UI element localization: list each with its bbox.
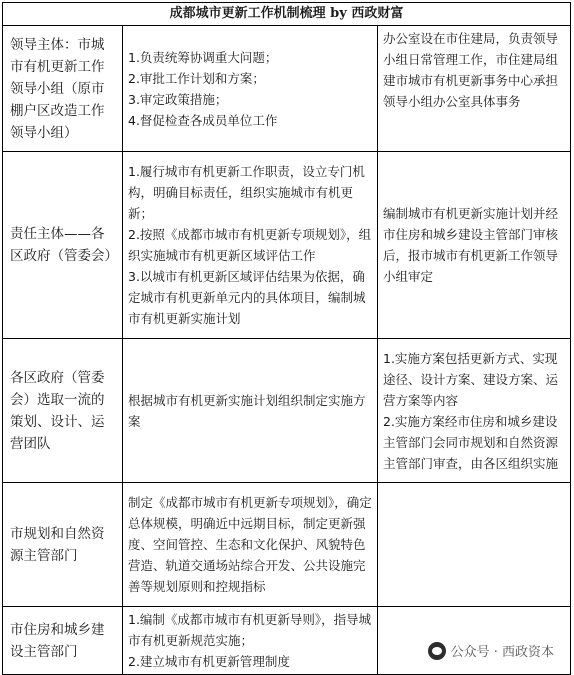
duty-cell [123,26,378,152]
note-item: 编制城市有机更新实施计划并经市住房和城乡建设主管部门审核后，报市城市有机更新工作领导小组审定 [383,206,559,284]
duty-cell [123,483,378,607]
duty-item: 2.审批工作计划和方案； [128,70,265,86]
note-cell [378,26,571,152]
table-title: 成都城市更新工作机制梳理 by 西政财富 [3,3,571,26]
duty-item: 制定《成都市城市有机更新专项规划》，确定总体规模，明确近中远期目标，制定更新强度、空间管控、生态和文化保护、风貌特色营造、轨道交通场站综合开发、公共设施完善等规划原则和控规指标 [128,495,372,594]
note-item: 办公室设在市住建局，负责领导小组日常管理工作，市住建局组建市城市有机更新事务中心承担领导小组办公室具体事务 [383,31,559,109]
note-item: 1.实施方案包括更新方式、实现途径、设计方案、建设方案、运营方案等内容 [383,350,559,408]
table-row [3,152,571,339]
table-row [3,26,571,152]
subject-cell: 市规划和自然资源主管部门 [3,483,123,607]
duty-item: 2.建立城市有机更新管理制度 [128,654,290,669]
subject-cell: 领导主体：市城市有机更新工作领导小组（原市棚户区改造工作领导小组） [3,26,123,152]
subject-cell: 市住房和城乡建设主管部门 [3,607,123,675]
subject-cell: 各区政府（管委会）选取一流的策划、设计、运营团队 [3,339,123,483]
duty-item: 1.负责统筹协调重大问题； [128,49,278,65]
note-cell [378,339,571,483]
duty-item: 3.以城市有机更新区域评估结果为依据，确定城市有机更新单元内的具体项目，编制城市有机更新实施计划 [128,269,366,326]
duty-cell [123,607,378,675]
duty-item: 1.编制《成都市城市有机更新导则》，指导城市有机更新规范实施； [128,612,372,648]
duty-item: 1.履行城市有机更新工作职责，设立专门机构，明确目标责任，组织实施城市有机更新； [128,164,365,221]
document-page [2,2,570,675]
table-row [3,483,571,607]
duty-item: 4.督促检查各成员单位工作 [128,112,278,128]
duty-item: 2.按照《成都市城市有机更新专项规划》，组织实施城市有机更新区域评估工作 [128,227,372,263]
duty-item: 根据城市有机更新实施计划组织制定实施方案 [128,392,366,429]
note-cell [378,483,571,607]
note-cell [378,152,571,339]
note-item: 2.实施方案经市住房和城乡建设主管部门会同市规划和自然资源主管部门审查，由各区组织实施 [383,413,559,471]
watermark [428,641,554,660]
duty-cell [123,152,378,339]
wechat-icon [428,642,446,660]
table-row [3,339,571,483]
mechanism-table [2,2,571,675]
duty-item: 3.审定政策措施； [128,91,228,107]
subject-cell: 责任主体——各区政府（管委会） [3,152,123,339]
duty-cell [123,339,378,483]
title-row [3,3,571,26]
watermark-text: 公众号 · 西政资本 [450,645,554,660]
